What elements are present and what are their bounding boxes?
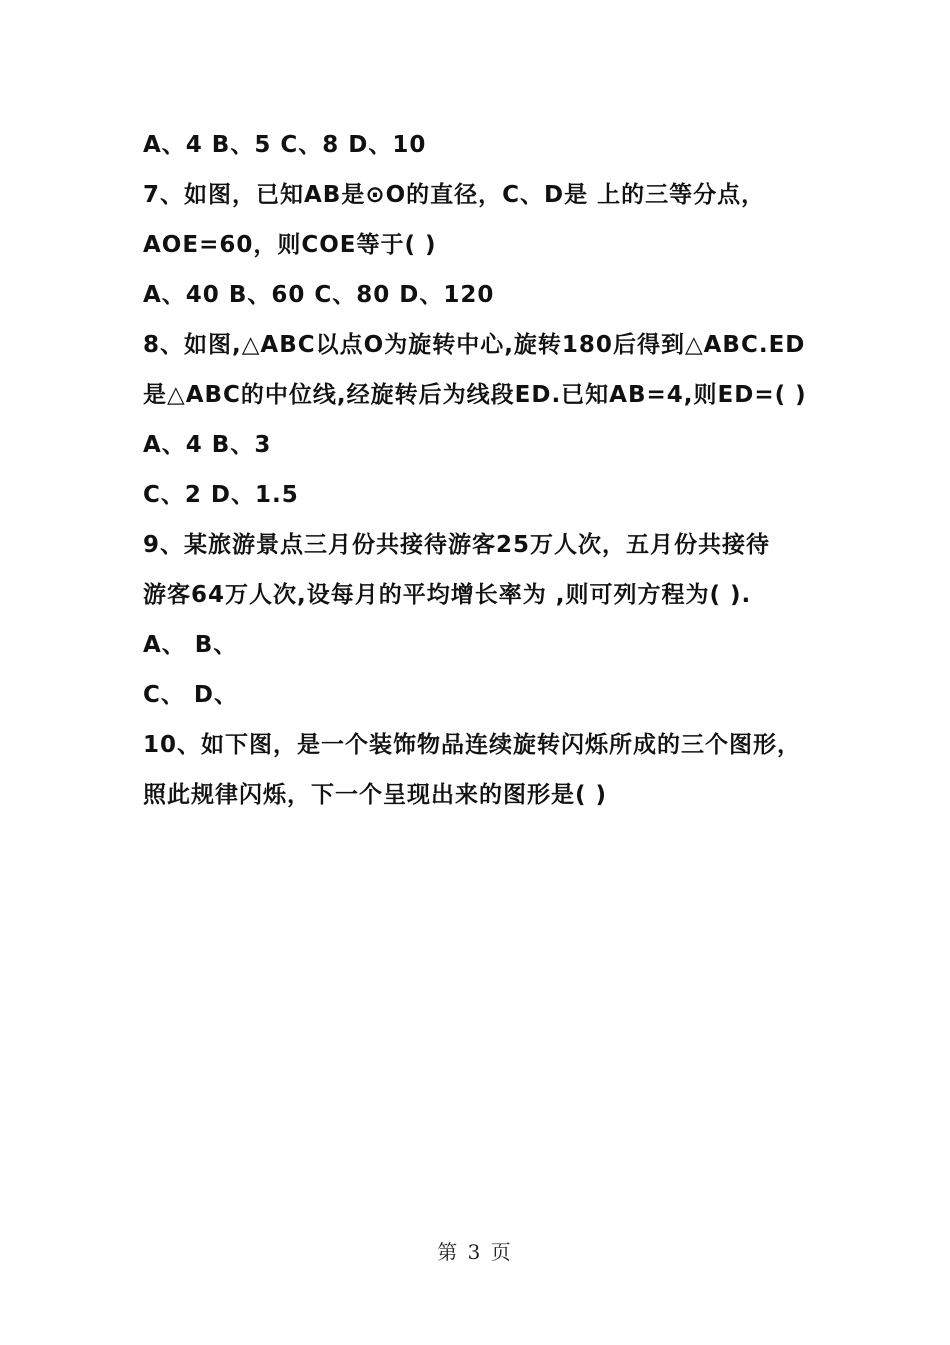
q10-stem-line-1: 10、如下图，是一个装饰物品连续旋转闪烁所成的三个图形，	[143, 732, 802, 758]
q9-options-1: A、 B、	[143, 632, 238, 658]
q7-stem-line-2: AOE=60，则COE等于( )	[143, 232, 437, 258]
page-number: 第 3 页	[437, 1240, 513, 1264]
q8-stem-line-2: 是△ABC的中位线,经旋转后为线段ED.已知AB=4,则ED=( )	[143, 382, 807, 408]
q10-stem-line-2: 照此规律闪烁，下一个呈现出来的图形是( )	[143, 782, 608, 808]
q8-options-1: A、4 B、3	[143, 432, 272, 458]
q8-stem-line-1: 8、如图,△ABC以点O为旋转中心,旋转180后得到△ABC.ED	[143, 332, 806, 358]
q7-options: A、40 B、60 C、80 D、120	[143, 282, 495, 308]
q9-stem-line-2: 游客64万人次,设每月的平均增长率为 ,则可列方程为( ).	[143, 582, 752, 608]
q9-options-2: C、 D、	[143, 682, 238, 708]
q7-stem-line-1: 7、如图，已知AB是⊙O的直径，C、D是 上的三等分点，	[143, 182, 766, 208]
q9-stem-line-1: 9、某旅游景点三月份共接待游客25万人次，五月份共接待	[143, 532, 771, 558]
q8-options-2: C、2 D、1.5	[143, 482, 299, 508]
q6-options: A、4 B、5 C、8 D、10	[143, 132, 427, 158]
question-text-block	[143, 120, 823, 820]
